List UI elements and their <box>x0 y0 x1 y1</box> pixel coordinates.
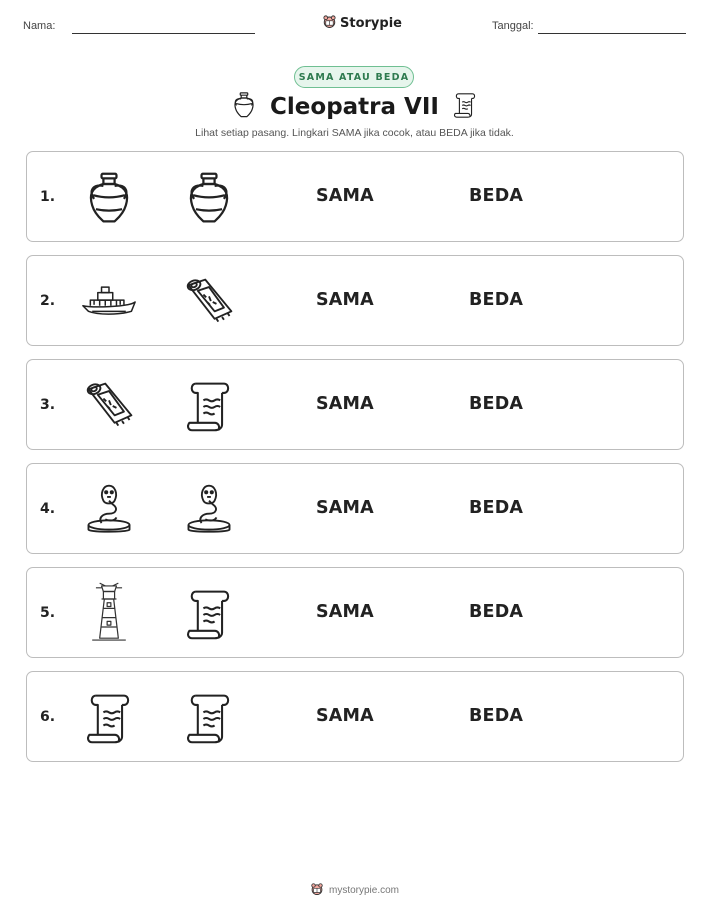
different-option[interactable]: BEDA <box>469 186 524 206</box>
question-number: 3. <box>40 397 56 413</box>
question-card <box>26 151 684 242</box>
scroll-icon <box>181 378 237 434</box>
different-option[interactable]: BEDA <box>469 706 524 726</box>
different-option[interactable]: BEDA <box>469 290 524 310</box>
storypie-logo-icon <box>322 14 337 33</box>
question-number: 2. <box>40 293 56 309</box>
brand <box>322 14 402 33</box>
question-number: 4. <box>40 501 56 517</box>
cobra-icon <box>81 482 137 538</box>
storypie-logo-icon <box>310 881 324 900</box>
question-card <box>26 255 684 346</box>
papyrus-icon <box>81 378 137 434</box>
question-card <box>26 359 684 450</box>
amphora-icon <box>81 170 137 226</box>
same-option[interactable]: SAMA <box>316 394 374 414</box>
same-option[interactable]: SAMA <box>316 706 374 726</box>
scroll-icon <box>181 690 237 746</box>
different-option[interactable]: BEDA <box>469 498 524 518</box>
date-field[interactable] <box>538 33 686 34</box>
footer <box>0 881 709 900</box>
brand-name: Storypie <box>340 16 402 31</box>
amphora-icon <box>230 90 258 124</box>
different-option[interactable]: BEDA <box>469 602 524 622</box>
same-option[interactable]: SAMA <box>316 290 374 310</box>
question-number: 6. <box>40 709 56 725</box>
worksheet-title: Cleopatra VII <box>270 94 439 120</box>
papyrus-icon <box>181 274 237 330</box>
boat-icon <box>81 274 137 330</box>
name-label: Nama: <box>23 20 56 32</box>
name-field[interactable] <box>72 33 255 34</box>
question-number: 1. <box>40 189 56 205</box>
question-card <box>26 671 684 762</box>
question-number: 5. <box>40 605 56 621</box>
scroll-icon <box>81 690 137 746</box>
date-label: Tanggal: <box>492 20 534 32</box>
instruction-text: Lihat setiap pasang. Lingkari SAMA jika cocok, atau BEDA jika tidak. <box>195 127 514 139</box>
title-row <box>0 90 709 124</box>
question-card <box>26 463 684 554</box>
same-option[interactable]: SAMA <box>316 498 374 518</box>
question-card <box>26 567 684 658</box>
same-option[interactable]: SAMA <box>316 186 374 206</box>
lighthouse-icon <box>81 580 137 646</box>
different-option[interactable]: BEDA <box>469 394 524 414</box>
worksheet-type-badge: SAMA ATAU BEDA <box>294 66 414 88</box>
scroll-icon <box>181 586 237 642</box>
amphora-icon <box>181 170 237 226</box>
same-option[interactable]: SAMA <box>316 602 374 622</box>
footer-url[interactable]: mystorypie.com <box>328 885 399 896</box>
cobra-icon <box>181 482 237 538</box>
scroll-icon <box>451 90 479 124</box>
